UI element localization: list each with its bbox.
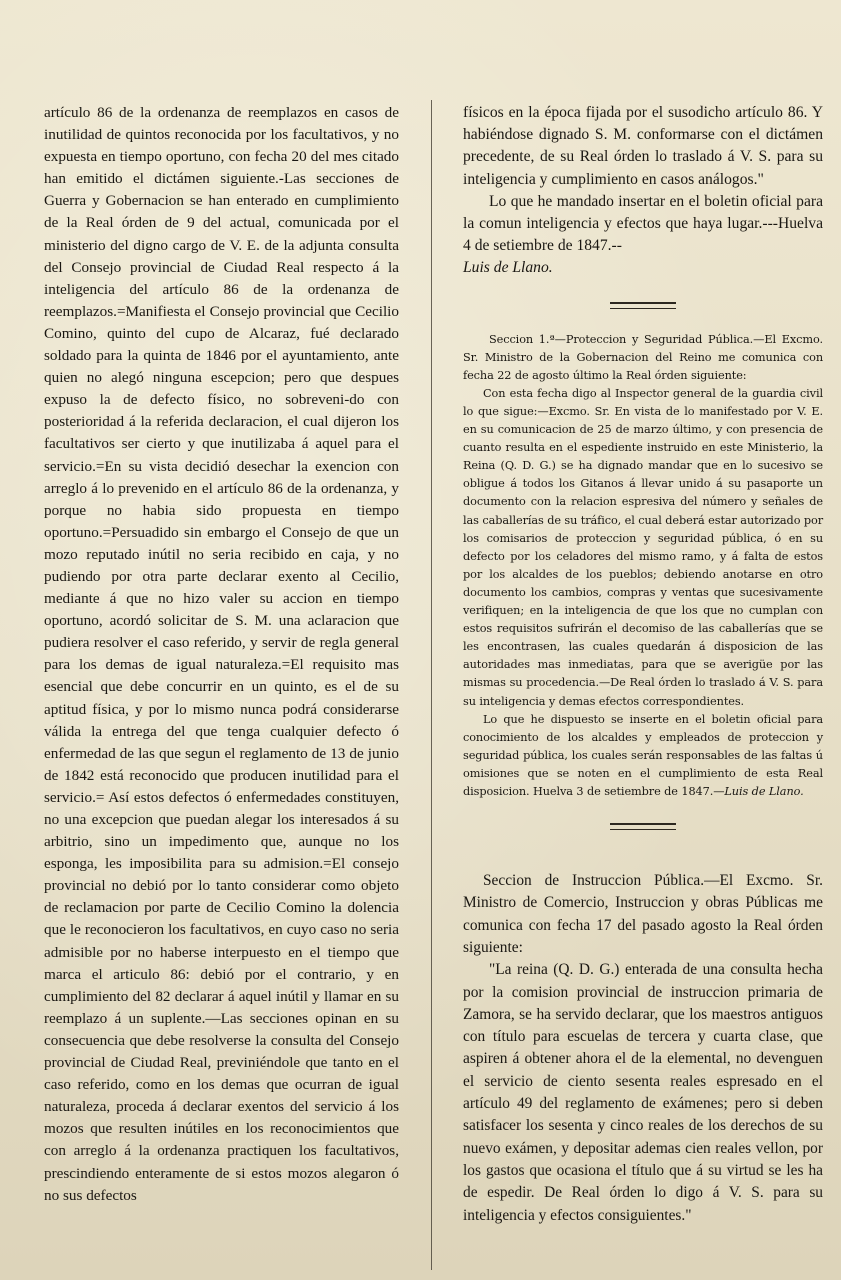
column-divider (431, 100, 432, 1270)
left-column (44, 102, 399, 1207)
top-instruction-text: Lo que he mandado insertar en el boletin oficial para la comun inteligencia y efectos que haya lugar.---Huelva 4 de setiembre de 1847.-- (463, 192, 823, 255)
notice-closing-paragraph (463, 711, 823, 801)
left-column-text: artículo 86 de la ordenanza de reemplazos en casos de inutilidad de quintos reconocida por los facultativos, y no expuesta en tiempo oportuno, con fecha 20 del mes citado han emitido el dictámen siguiente.-Las secciones de Guerra y Gobernacion se han enterado en cumplimiento de la Real órden de 9 del actual, comunicada por el ministerio del digno cargo de V. E. de la adjunta consulta del Consejo provincial de Ciudad Real respecto á la inteligencia del artículo 86 de la ordenanza de reemplazos.=Manifiesta el Consejo provincial que Cecilio Comino, quinto del cupo de Alcaraz, fué declarado soldado para la quinta de 1846 por el ayuntamiento, ante quien no alegó ninguna escepcion; pero que despues expuso la de defecto físico, no sobreveni-do con posterioridad á la referida declaracion, el cual dijeron los facultativos ser cierto y que inutilizaba á aquel para el servicio.=En su vista decidió desechar la exencion con arreglo á lo prevenido en el artículo 86 de la ordenanza, y porque no habia sido propuesta en tiempo oportuno.=Persuadido sin embargo el Consejo de que un mozo reputado inútil no seria recibido en caja, y no pudiendo por otra parte declarar exento al Cecilio, mediante á que no hizo valer su accion en tiempo oportuno, acordó solicitar de S. M. una aclaracion que pudiera resolver el caso referido, y servir de regla general para los demas de igual naturaleza.=El requisito mas esencial que debe concurrir en un quinto, es el de su aptitud física, y por lo mismo nunca podrá considerarse válida la entrega del que tenga cualquier defecto ó enfermedad de las que segun el reglamento de 13 de junio de 1842 está reconocido que producen inutilidad para el servicio.= Así estos defectos ó enfermedades constituyen, no una excepcion que puedan alegar los interesados á su arbitrio, sino un impedimento que, aunque no los esponga, les imposibilita para su admision.=El consejo provincial no debió por lo tanto considerar como objeto de reclamacion por parte de Cecilio Comino la dolencia que le reconocieron los facultativos, en cuyo caso no seria admisible por no haberse interpuesto en el tiempo que marca el articulo 86: debió por el contrario, y en cumplimiento del 82 declarar á aquel inútil y llamar en su reemplazo á un suplente.—Las secciones opinan en su consecuencia que debe resolverse la consulta del Consejo provincial de Ciudad Real, previniéndole que tanto en el caso referido, como en los demas que ocurran de igual naturaleza, proceda á declarar exentos del servicio á los mozos que resulten inútiles en los reconocimientos que con arreglo á la ordenanza practiquen los facultativos, prescindiendo enteramente de si estos mozos alegaron ó no sus defectos (44, 104, 399, 1204)
security-notice (463, 331, 823, 801)
section-separator-2 (610, 823, 676, 830)
notice-body: Con esta fecha digo al Inspector general de la guardia civil lo que sigue:—Excmo. Sr. En vista de lo manifestado por V. E. en su comunicacion de 25 de marzo último, y con presencia de cuanto resulta en el espediente instruido en este Ministerio, la Reina (Q. D. G.) se ha dignado mandar que en lo sucesivo se obligue á todos los Gitanos á llevar unido á su pasaporte un documento con la relacion espresiva del número y señales de las caballerías de su tráfico, el cual deberá estar autorizado por los comisarios de proteccion y seguridad pública, ó en su defecto por los celadores del mismo ramo, y á falta de estos por los alcaldes de los pueblos; debiendo anotarse en otro documento los cambios, compras y ventas que sucesivamente verifiquen; en la inteligencia de que los que no cumplan con estos requisitos sufrirán el decomiso de las caballerías que se les encontrasen, las cuales quedarán á disposicion de las autoridades mas inmediatas, para que se averigüe por las mismas su procedencia.—De Real órden lo traslado á V. S. para su inteligencia y demas efectos correspondientes. (463, 386, 824, 708)
section-separator-1 (610, 302, 676, 309)
notice-closing: Lo que he dispuesto se inserte en el boletin oficial para conocimiento de los alcaldes y empleados de proteccion y seguridad pública, los cuales serán responsables de las faltas ú omisiones que se noten en el cumplimiento de esta Real disposicion. Huelva 3 de setiembre de 1847.— (463, 712, 823, 798)
instruction-body: "La reina (Q. D. G.) enterada de una consulta hecha por la comision provincial de instruccion primaria de Zamora, se ha servido declarar, que los maestros antiguos con título para escuelas de tercera y cuarta clase, que aspiren á obtener ahora el de la elemental, no devenguen el servicio de ciento sesenta reales espresado en el artículo 49 del reglamento de exámenes; pero si deben satisfacer los sesenta y cinco reales de los derechos de su nuevo exámen, y depositar ademas cien reales vellon, por los gastos que ocasiona el título que á su virtud se les ha de espedir. De Real órden lo digo á V. S. para su inteligencia y efectos consiguientes." (463, 961, 823, 1224)
instruction-heading: Seccion de Instruccion Pública.—El Excmo. Sr. Ministro de Comercio, Instruccion y obras Públicas me comunica con fecha 17 del pasado agosto la Real órden siguiente: (463, 872, 823, 956)
instruction-section (463, 870, 823, 1227)
notice-signature: Luis de Llano. (724, 784, 804, 798)
top-paragraph: físicos en la época fijada por el susodicho artículo 86. Y habiéndose dignado S. M. conformarse con el dictámen precedente, de su Real órden lo traslado á V. S. para su inteligencia y cumplimiento en casos análogos." (463, 104, 823, 188)
right-top-block (463, 102, 823, 280)
top-instruction (463, 191, 823, 280)
right-column (463, 102, 823, 1227)
notice-heading: Seccion 1.ª—Proteccion y Seguridad Pública.—El Excmo. Sr. Ministro de la Gobernacion del Reino me comunica con fecha 22 de agosto último la Real órden siguiente: (463, 332, 823, 382)
top-signature: Luis de Llano. (463, 259, 553, 277)
